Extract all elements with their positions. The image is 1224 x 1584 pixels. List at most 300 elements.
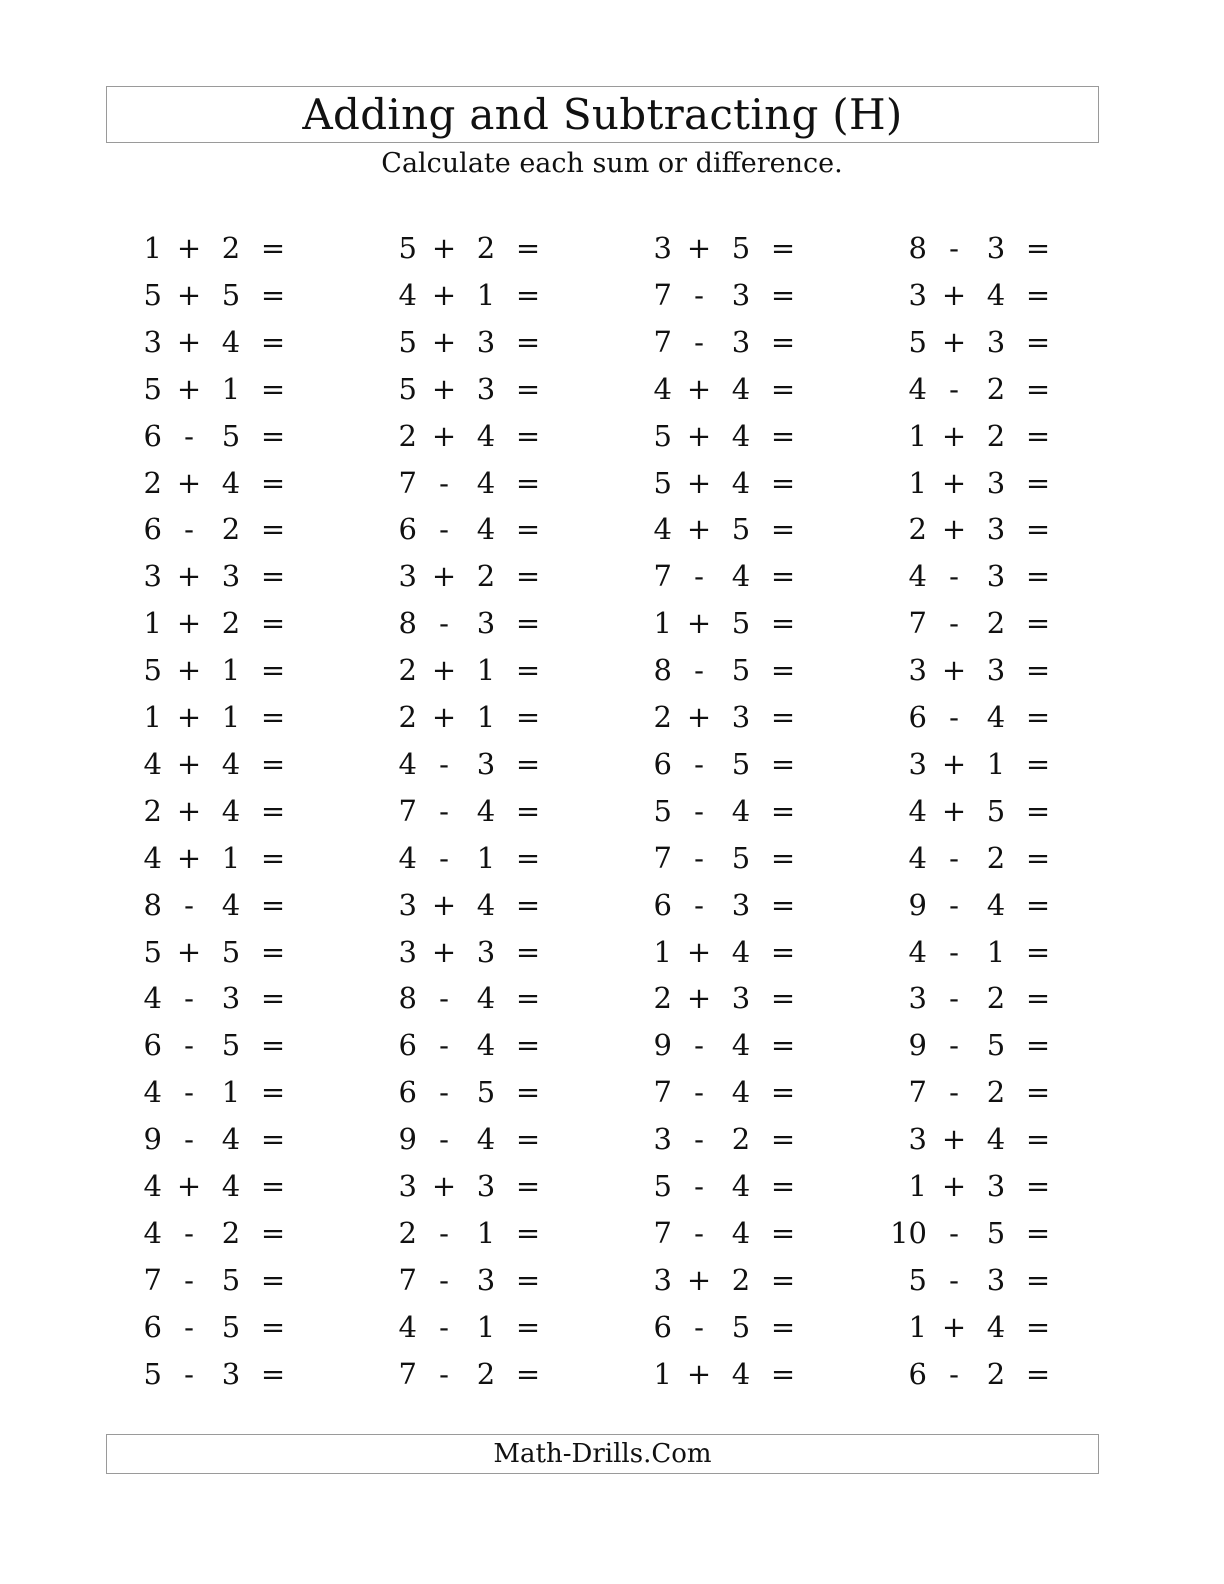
operator: - xyxy=(694,793,704,828)
first-operand: 9 xyxy=(908,887,927,922)
equals-sign: = xyxy=(260,371,286,406)
operator: + xyxy=(176,606,202,641)
operator: - xyxy=(439,840,449,875)
operator: + xyxy=(941,465,967,500)
second-operand: 4 xyxy=(221,887,241,922)
operator: - xyxy=(694,559,704,594)
equals-sign: = xyxy=(770,559,796,594)
equals-sign: = xyxy=(1025,231,1051,265)
equals-sign: = xyxy=(1025,934,1051,969)
operator: + xyxy=(941,1122,967,1157)
footer-box xyxy=(106,1434,1099,1474)
second-operand: 3 xyxy=(986,512,1006,547)
second-operand: 4 xyxy=(731,793,751,828)
second-operand: 4 xyxy=(731,1215,751,1250)
first-operand: 7 xyxy=(653,1075,672,1110)
second-operand: 4 xyxy=(731,1028,751,1063)
operator: - xyxy=(949,1356,959,1391)
operator: + xyxy=(431,418,457,453)
first-operand: 1 xyxy=(143,606,162,641)
first-operand: 7 xyxy=(143,1262,162,1297)
second-operand: 2 xyxy=(221,512,241,547)
operator: - xyxy=(694,887,704,922)
operator: - xyxy=(694,324,704,359)
first-operand: 6 xyxy=(143,418,162,453)
operator: - xyxy=(694,1215,704,1250)
second-operand: 3 xyxy=(986,1169,1006,1203)
equals-sign: = xyxy=(770,324,796,359)
second-operand: 2 xyxy=(731,1262,751,1297)
equals-sign: = xyxy=(1025,1356,1051,1391)
second-operand: 2 xyxy=(476,231,496,265)
operator: - xyxy=(949,231,959,265)
equals-sign: = xyxy=(515,934,541,969)
second-operand: 5 xyxy=(221,418,241,453)
equals-sign: = xyxy=(770,1075,796,1110)
operator: - xyxy=(439,1215,449,1250)
operator: - xyxy=(184,1075,194,1110)
second-operand: 4 xyxy=(731,934,751,969)
first-operand: 8 xyxy=(398,981,417,1016)
first-operand: 3 xyxy=(908,1122,927,1157)
first-operand: 6 xyxy=(143,1309,162,1344)
equals-sign: = xyxy=(260,887,286,922)
second-operand: 1 xyxy=(221,371,241,406)
first-operand: 3 xyxy=(143,559,162,594)
second-operand: 4 xyxy=(221,1122,241,1157)
equals-sign: = xyxy=(770,606,796,641)
operator: + xyxy=(176,1169,202,1203)
first-operand: 7 xyxy=(398,793,417,828)
operator: + xyxy=(431,1169,457,1203)
equals-sign: = xyxy=(1025,1215,1051,1250)
instructions: Calculate each sum or difference. xyxy=(381,148,843,179)
second-operand: 4 xyxy=(731,559,751,594)
operator: + xyxy=(431,653,457,688)
first-operand: 6 xyxy=(653,746,672,781)
second-operand: 3 xyxy=(731,277,751,312)
operator: - xyxy=(184,1028,194,1063)
equals-sign: = xyxy=(770,700,796,734)
operator: + xyxy=(941,653,967,688)
operator: - xyxy=(694,840,704,875)
equals-sign: = xyxy=(515,840,541,875)
equals-sign: = xyxy=(260,981,286,1016)
equals-sign: = xyxy=(260,418,286,453)
second-operand: 5 xyxy=(221,1309,241,1344)
second-operand: 5 xyxy=(731,606,751,641)
second-operand: 4 xyxy=(476,887,496,922)
first-operand: 3 xyxy=(908,653,927,688)
operator: - xyxy=(439,1356,449,1391)
first-operand: 6 xyxy=(143,1028,162,1063)
second-operand: 1 xyxy=(476,1215,496,1250)
second-operand: 3 xyxy=(221,559,241,594)
operator: + xyxy=(176,371,202,406)
equals-sign: = xyxy=(770,981,796,1016)
equals-sign: = xyxy=(770,1262,796,1297)
second-operand: 2 xyxy=(476,559,496,594)
equals-sign: = xyxy=(515,465,541,500)
operator: - xyxy=(439,981,449,1016)
equals-sign: = xyxy=(260,934,286,969)
equals-sign: = xyxy=(770,512,796,547)
equals-sign: = xyxy=(515,1262,541,1297)
operator: - xyxy=(184,512,194,547)
second-operand: 3 xyxy=(221,1356,241,1391)
second-operand: 3 xyxy=(986,465,1006,500)
operator: + xyxy=(176,934,202,969)
first-operand: 4 xyxy=(653,371,672,406)
second-operand: 2 xyxy=(986,1356,1006,1391)
operator: - xyxy=(439,1309,449,1344)
second-operand: 4 xyxy=(221,746,241,781)
second-operand: 5 xyxy=(731,1309,751,1344)
equals-sign: = xyxy=(260,559,286,594)
operator: - xyxy=(694,1028,704,1063)
second-operand: 3 xyxy=(986,559,1006,594)
first-operand: 4 xyxy=(908,793,927,828)
first-operand: 3 xyxy=(398,887,417,922)
equals-sign: = xyxy=(515,606,541,641)
operator: + xyxy=(176,324,202,359)
equals-sign: = xyxy=(1025,746,1051,781)
operator: + xyxy=(686,465,712,500)
equals-sign: = xyxy=(515,418,541,453)
operator: - xyxy=(439,1122,449,1157)
equals-sign: = xyxy=(770,793,796,828)
second-operand: 4 xyxy=(476,1122,496,1157)
first-operand: 3 xyxy=(653,1122,672,1157)
second-operand: 1 xyxy=(221,653,241,688)
operator: + xyxy=(686,1356,712,1391)
operator: - xyxy=(184,418,194,453)
equals-sign: = xyxy=(1025,606,1051,641)
equals-sign: = xyxy=(1025,1169,1051,1203)
second-operand: 2 xyxy=(731,1122,751,1157)
operator: + xyxy=(941,793,967,828)
second-operand: 1 xyxy=(221,700,241,734)
equals-sign: = xyxy=(770,1215,796,1250)
second-operand: 4 xyxy=(731,1169,751,1203)
equals-sign: = xyxy=(770,231,796,265)
second-operand: 4 xyxy=(731,418,751,453)
equals-sign: = xyxy=(1025,277,1051,312)
first-operand: 2 xyxy=(398,700,417,734)
second-operand: 4 xyxy=(731,1075,751,1110)
operator: - xyxy=(949,606,959,641)
operator: + xyxy=(686,1262,712,1297)
first-operand: 5 xyxy=(653,465,672,500)
operator: - xyxy=(694,1075,704,1110)
second-operand: 4 xyxy=(986,700,1006,734)
first-operand: 6 xyxy=(653,887,672,922)
operator: + xyxy=(431,559,457,594)
equals-sign: = xyxy=(260,700,286,734)
operator: - xyxy=(949,1262,959,1297)
equals-sign: = xyxy=(1025,512,1051,547)
operator: - xyxy=(184,887,194,922)
equals-sign: = xyxy=(1025,418,1051,453)
first-operand: 1 xyxy=(908,465,927,500)
equals-sign: = xyxy=(1025,371,1051,406)
first-operand: 4 xyxy=(143,1075,162,1110)
equals-sign: = xyxy=(515,746,541,781)
second-operand: 3 xyxy=(986,231,1006,265)
equals-sign: = xyxy=(770,418,796,453)
equals-sign: = xyxy=(260,606,286,641)
operator: - xyxy=(184,1122,194,1157)
operator: + xyxy=(686,981,712,1016)
equals-sign: = xyxy=(1025,981,1051,1016)
second-operand: 3 xyxy=(986,1262,1006,1297)
second-operand: 4 xyxy=(221,793,241,828)
first-operand: 1 xyxy=(653,606,672,641)
second-operand: 1 xyxy=(476,277,496,312)
first-operand: 2 xyxy=(653,700,672,734)
operator: - xyxy=(949,700,959,734)
first-operand: 3 xyxy=(143,324,162,359)
first-operand: 4 xyxy=(908,371,927,406)
equals-sign: = xyxy=(515,1356,541,1391)
first-operand: 6 xyxy=(398,1028,417,1063)
second-operand: 5 xyxy=(221,1262,241,1297)
second-operand: 2 xyxy=(986,606,1006,641)
second-operand: 1 xyxy=(476,1309,496,1344)
equals-sign: = xyxy=(770,277,796,312)
operator: + xyxy=(941,1169,967,1203)
equals-sign: = xyxy=(515,981,541,1016)
equals-sign: = xyxy=(1025,465,1051,500)
equals-sign: = xyxy=(260,1028,286,1063)
first-operand: 7 xyxy=(653,277,672,312)
first-operand: 3 xyxy=(398,1169,417,1203)
equals-sign: = xyxy=(515,700,541,734)
second-operand: 4 xyxy=(476,1028,496,1063)
first-operand: 2 xyxy=(398,418,417,453)
second-operand: 3 xyxy=(986,653,1006,688)
first-operand: 5 xyxy=(398,324,417,359)
operator: - xyxy=(184,1215,194,1250)
operator: + xyxy=(176,840,202,875)
operator: - xyxy=(949,934,959,969)
first-operand: 4 xyxy=(908,840,927,875)
operator: - xyxy=(439,465,449,500)
equals-sign: = xyxy=(770,1356,796,1391)
operator: + xyxy=(431,700,457,734)
second-operand: 3 xyxy=(731,324,751,359)
operator: + xyxy=(941,418,967,453)
second-operand: 3 xyxy=(476,746,496,781)
operator: + xyxy=(431,324,457,359)
first-operand: 4 xyxy=(398,1309,417,1344)
second-operand: 4 xyxy=(221,324,241,359)
first-operand: 8 xyxy=(143,887,162,922)
first-operand: 4 xyxy=(143,1169,162,1203)
first-operand: 9 xyxy=(143,1122,162,1157)
operator: + xyxy=(176,231,202,265)
equals-sign: = xyxy=(260,512,286,547)
equals-sign: = xyxy=(1025,1028,1051,1063)
first-operand: 6 xyxy=(143,512,162,547)
first-operand: 8 xyxy=(908,231,927,265)
operator: + xyxy=(941,746,967,781)
operator: + xyxy=(176,746,202,781)
first-operand: 7 xyxy=(398,1356,417,1391)
first-operand: 9 xyxy=(398,1122,417,1157)
equals-sign: = xyxy=(515,277,541,312)
equals-sign: = xyxy=(260,277,286,312)
second-operand: 1 xyxy=(986,934,1006,969)
second-operand: 4 xyxy=(476,793,496,828)
equals-sign: = xyxy=(515,1309,541,1344)
first-operand: 5 xyxy=(653,1169,672,1203)
first-operand: 6 xyxy=(908,1356,927,1391)
second-operand: 2 xyxy=(986,840,1006,875)
second-operand: 4 xyxy=(476,981,496,1016)
first-operand: 5 xyxy=(398,231,417,265)
operator: + xyxy=(176,559,202,594)
equals-sign: = xyxy=(260,793,286,828)
operator: - xyxy=(184,1262,194,1297)
equals-sign: = xyxy=(770,1122,796,1157)
operator: + xyxy=(686,606,712,641)
operator: + xyxy=(941,1309,967,1344)
second-operand: 5 xyxy=(986,793,1006,828)
equals-sign: = xyxy=(770,465,796,500)
second-operand: 3 xyxy=(476,1169,496,1203)
first-operand: 3 xyxy=(908,746,927,781)
first-operand: 4 xyxy=(143,746,162,781)
equals-sign: = xyxy=(260,1169,286,1203)
first-operand: 7 xyxy=(653,559,672,594)
operator: + xyxy=(686,934,712,969)
first-operand: 7 xyxy=(398,1262,417,1297)
first-operand: 9 xyxy=(908,1028,927,1063)
operator: - xyxy=(439,512,449,547)
first-operand: 4 xyxy=(398,840,417,875)
first-operand: 7 xyxy=(908,606,927,641)
first-operand: 5 xyxy=(143,371,162,406)
first-operand: 5 xyxy=(653,418,672,453)
first-operand: 1 xyxy=(908,418,927,453)
operator: + xyxy=(686,371,712,406)
first-operand: 7 xyxy=(653,1215,672,1250)
operator: - xyxy=(694,277,704,312)
first-operand: 4 xyxy=(398,746,417,781)
operator: - xyxy=(184,1309,194,1344)
equals-sign: = xyxy=(515,887,541,922)
first-operand: 3 xyxy=(653,231,672,265)
second-operand: 2 xyxy=(986,1075,1006,1110)
equals-sign: = xyxy=(260,324,286,359)
equals-sign: = xyxy=(770,840,796,875)
first-operand: 4 xyxy=(143,840,162,875)
second-operand: 5 xyxy=(221,1028,241,1063)
first-operand: 4 xyxy=(143,981,162,1016)
equals-sign: = xyxy=(770,371,796,406)
operator: + xyxy=(686,418,712,453)
second-operand: 4 xyxy=(731,371,751,406)
equals-sign: = xyxy=(770,653,796,688)
operator: - xyxy=(439,606,449,641)
second-operand: 3 xyxy=(731,700,751,734)
equals-sign: = xyxy=(515,324,541,359)
operator: - xyxy=(694,1309,704,1344)
first-operand: 6 xyxy=(398,512,417,547)
operator: + xyxy=(686,700,712,734)
footer-site: Math-Drills.Com xyxy=(493,1439,712,1469)
operator: + xyxy=(431,277,457,312)
first-operand: 7 xyxy=(908,1075,927,1110)
first-operand: 8 xyxy=(653,653,672,688)
equals-sign: = xyxy=(1025,793,1051,828)
first-operand: 1 xyxy=(908,1169,927,1203)
first-operand: 4 xyxy=(908,934,927,969)
second-operand: 5 xyxy=(986,1215,1006,1250)
first-operand: 2 xyxy=(143,465,162,500)
operator: + xyxy=(176,700,202,734)
equals-sign: = xyxy=(1025,887,1051,922)
first-operand: 4 xyxy=(398,277,417,312)
first-operand: 5 xyxy=(398,371,417,406)
second-operand: 4 xyxy=(986,1309,1006,1344)
first-operand: 1 xyxy=(143,231,162,265)
operator: + xyxy=(941,324,967,359)
second-operand: 2 xyxy=(221,1215,241,1250)
second-operand: 5 xyxy=(731,653,751,688)
equals-sign: = xyxy=(515,559,541,594)
second-operand: 2 xyxy=(986,418,1006,453)
equals-sign: = xyxy=(515,371,541,406)
first-operand: 2 xyxy=(398,1215,417,1250)
first-operand: 3 xyxy=(398,559,417,594)
second-operand: 5 xyxy=(731,746,751,781)
operator: + xyxy=(431,934,457,969)
operator: - xyxy=(439,793,449,828)
second-operand: 2 xyxy=(986,981,1006,1016)
first-operand: 4 xyxy=(653,512,672,547)
equals-sign: = xyxy=(260,840,286,875)
operator: - xyxy=(949,371,959,406)
operator: - xyxy=(184,981,194,1016)
equals-sign: = xyxy=(515,1169,541,1203)
operator: + xyxy=(941,512,967,547)
first-operand: 4 xyxy=(143,1215,162,1250)
equals-sign: = xyxy=(515,1122,541,1157)
first-operand: 5 xyxy=(908,324,927,359)
first-operand: 5 xyxy=(143,653,162,688)
first-operand: 10 xyxy=(890,1215,927,1250)
second-operand: 1 xyxy=(221,1075,241,1110)
operator: - xyxy=(184,1356,194,1391)
second-operand: 3 xyxy=(731,887,751,922)
first-operand: 4 xyxy=(908,559,927,594)
equals-sign: = xyxy=(515,1215,541,1250)
operator: - xyxy=(694,746,704,781)
second-operand: 5 xyxy=(221,277,241,312)
operator: + xyxy=(686,512,712,547)
operator: - xyxy=(949,1075,959,1110)
second-operand: 1 xyxy=(476,653,496,688)
operator: + xyxy=(176,465,202,500)
equals-sign: = xyxy=(260,653,286,688)
equals-sign: = xyxy=(770,1169,796,1203)
operator: - xyxy=(439,1262,449,1297)
operator: + xyxy=(176,277,202,312)
second-operand: 3 xyxy=(476,371,496,406)
equals-sign: = xyxy=(1025,1122,1051,1157)
